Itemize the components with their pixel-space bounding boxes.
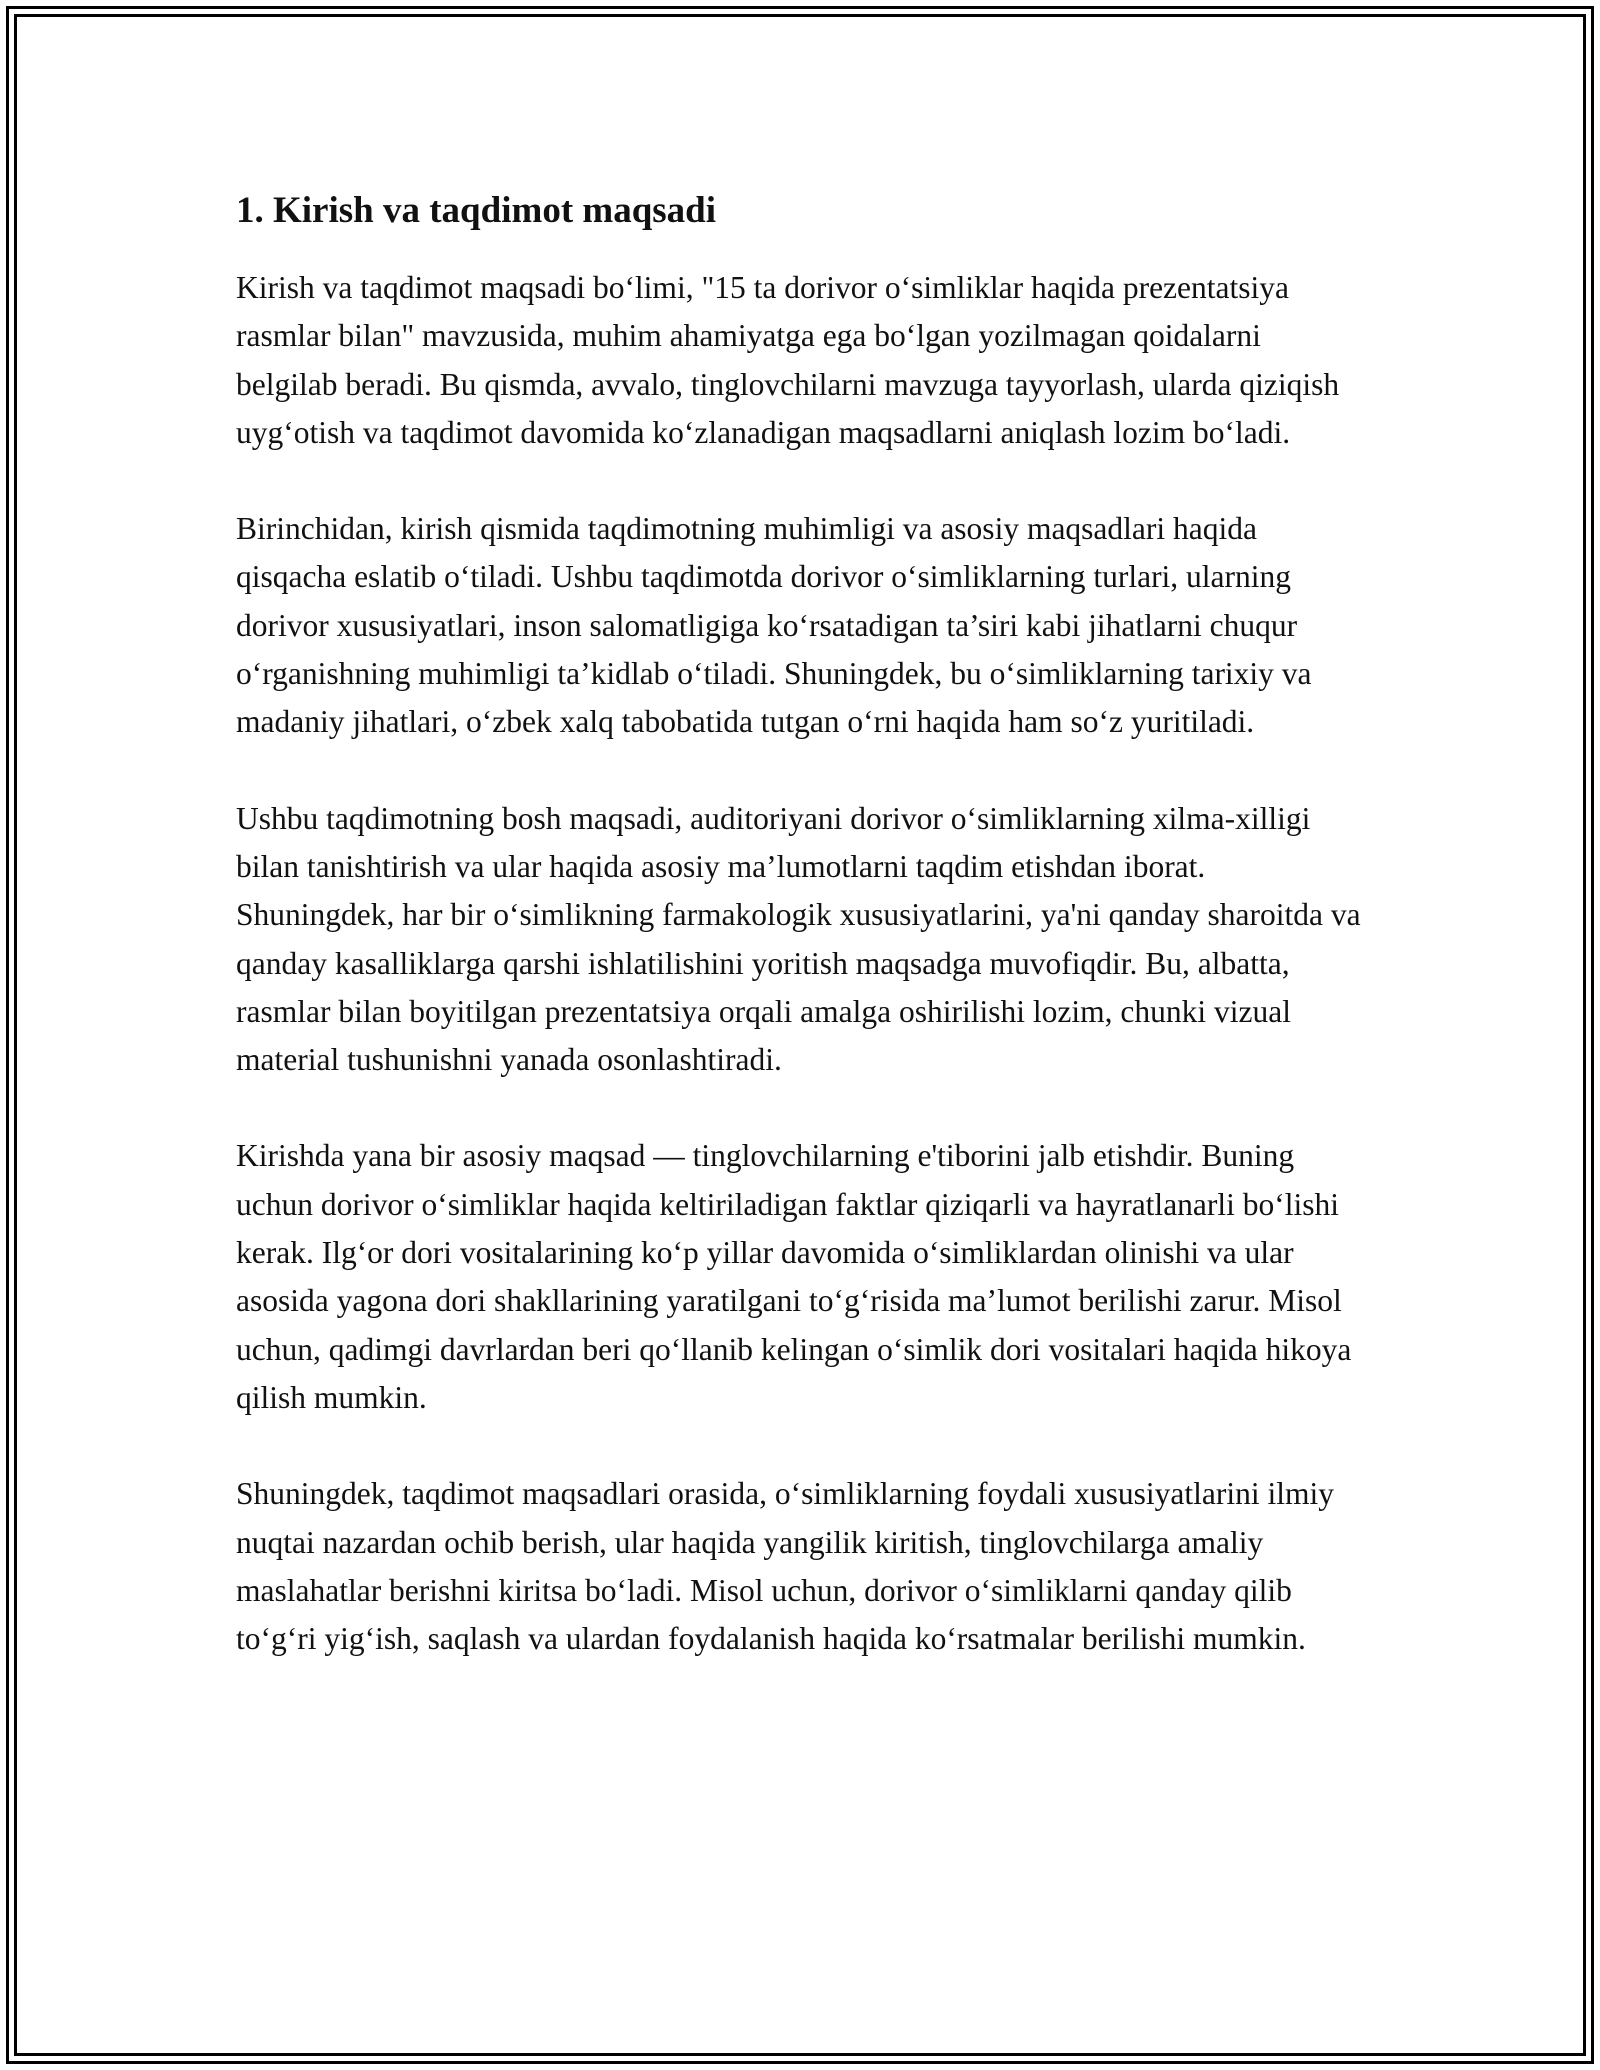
section-heading: 1. Kirish va taqdimot maqsadi [236,190,717,231]
paragraph-5: Shuningdek, taqdimot maqsadlari orasida, o‘simliklarning foydali xususiyatlarini ilmiy nuqtai nazardan ochib berish, ular haqida yangilik kiritish, tinglovchilarga amaliy maslahatlar berishni kiritsa bo‘ladi. Misol uchun, dorivor o‘simliklarni qanday qilib to‘g‘ri yig‘ish, saqlash va ulardan foydalanish haqida ko‘rsatmalar berilishi mumkin. [236,1476,1334,1657]
paragraph-3: Ushbu taqdimotning bosh maqsadi, auditoriyani dorivor o‘simliklarning xilma-xilligi bilan tanishtirish va ular haqida asosiy ma’lumotlarni taqdim etishdan iborat. Shuningdek, har bir o‘simlikning farmakologik xususiyatlarini, ya'ni qanday sharoitda va qanday kasalliklarga qarshi ishlatilishini yoritish maqsadga muvofiqdir. Bu, albatta, rasmlar bilan boyitilgan prezentatsiya orqali amalga oshirilishi lozim, chunki vizual material tushunishni yanada osonlashtiradi. [236,800,1361,1078]
paragraph-2: Birinchidan, kirish qismida taqdimotning muhimligi va asosiy maqsadlari haqida qisqacha eslatib o‘tiladi. Ushbu taqdimotda dorivor o‘simliklarning turlari, ularning dorivor xususiyatlari, inson salomatligiga ko‘rsatadigan ta’siri kabi jihatlarni chuqur o‘rganishning muhimligi ta’kidlab o‘tiladi. Shuningdek, bu o‘simliklarning tarixiy va madaniy jihatlari, o‘zbek xalq tabobatida tutgan o‘rni haqida ham so‘z yuritiladi. [236,511,1312,740]
paragraph-4: Kirishda yana bir asosiy maqsad — tinglovchilarning e'tiborini jalb etishdir. Buning uchun dorivor o‘simliklar haqida keltiriladigan faktlar qiziqarli va hayratlanarli bo‘lishi kerak. Ilg‘or dori vositalarining ko‘p yillar davomida o‘simliklardan olinishi va ular asosida yagona dori shakllarining yaratilgani to‘g‘risida ma’lumot berilishi zarur. Misol uchun, qadimgi davrlardan beri qo‘llanib kelingan o‘simlik dori vositalari haqida hikoya qilish mumkin. [236,1138,1352,1415]
paragraph-1: Kirish va taqdimot maqsadi bo‘limi, "15 ta dorivor o‘simliklar haqida prezentatsiya rasmlar bilan" mavzusida, muhim ahamiyatga ega bo‘lgan yozilmagan qoidalarni belgilab beradi. Bu qismda, avvalo, tinglovchilarni mavzuga tayyorlash, ularda qiziqish uyg‘otish va taqdimot davomida ko‘zlanadigan maqsadlarni aniqlash lozim bo‘ladi. [236,270,1340,450]
document-body [236,186,1366,1711]
